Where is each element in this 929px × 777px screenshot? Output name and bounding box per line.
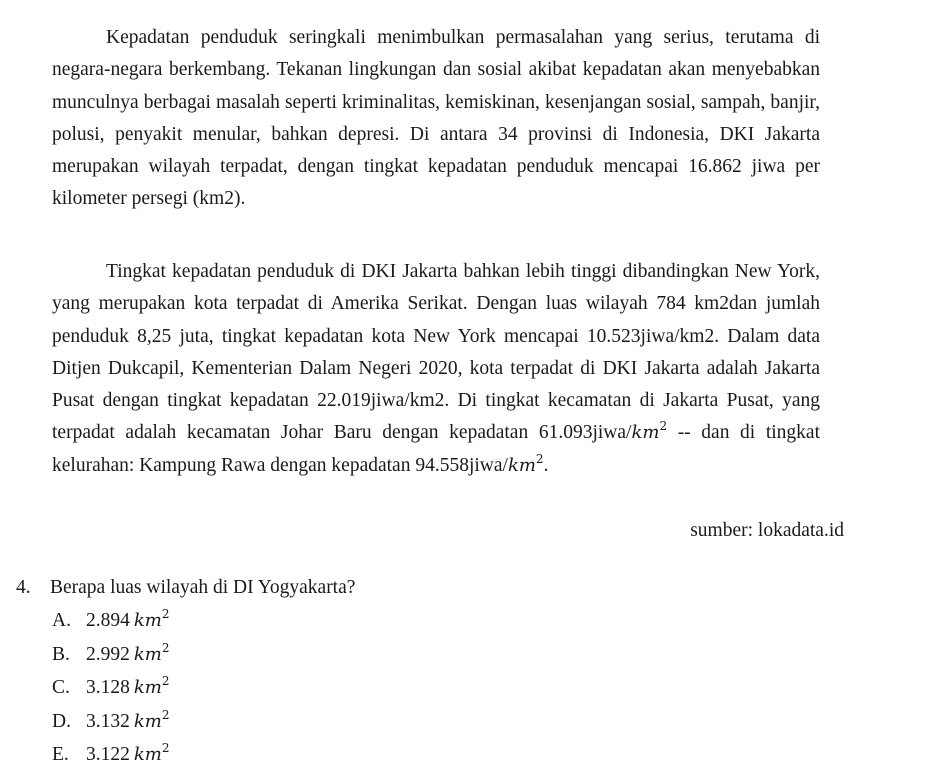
option-letter: E.	[52, 744, 69, 766]
option-value: 3.132	[86, 710, 130, 732]
option-value: 2.894	[86, 610, 130, 631]
unit-km2: $km^2$	[133, 640, 170, 665]
unit-km2: $km^2$	[133, 707, 170, 732]
option-value: 3.128	[86, 677, 130, 699]
option-d[interactable]	[52, 705, 170, 739]
paragraph-2-end: .	[543, 454, 549, 476]
option-letter: B.	[52, 643, 70, 665]
option-b[interactable]	[52, 638, 170, 672]
option-e[interactable]	[52, 738, 170, 772]
unit-km2-inline-2: $km^2$	[507, 451, 544, 476]
passage-paragraph-1: Kepadatan penduduk seringkali menimbulkan permasalahan yang serius, terutama di negara-negara berkembang. Tekanan lingkungan dan sosial akibat kepadatan akan menyebabkan munculnya berbagai masalah seperti kriminalitas, kemiskinan, kesenjangan sosial, sampah, banjir, polusi, penyakit menular, bahkan depresi. Di antara 34 provinsi di Indonesia, DKI Jakarta merupakan wilayah terpadat, dengan tingkat kepadatan penduduk mencapai 16.862 jiwa per kilometer persegi (km2).	[52, 27, 820, 210]
unit-km2: $km^2$	[133, 741, 170, 766]
paragraph-2-text-part-1: Tingkat kepadatan penduduk di DKI Jakarta bahkan lebih tinggi dibandingkan New York, yang merupakan kota terpadat di Amerika Serikat. Dengan luas wilayah 784 km2dan jumlah penduduk 8,25 juta, tingkat kepadatan kota New York mencapai 10.523jiwa/km2. Dalam data Ditjen Dukcapil, Kementerian Dalam Negeri 2020, kota terpadat di DKI Jakarta adalah Jakarta Pusat dengan tingkat kepadatan 22.019jiwa/km2. Di tingkat kecamatan di Jakarta Pusat, yang terpadat adalah kecamatan Johar Baru dengan kepadatan 61.093jiwa/	[52, 261, 820, 444]
option-c[interactable]	[52, 671, 170, 705]
source-citation: sumber: lokadata.id	[690, 520, 844, 541]
option-letter: D.	[52, 710, 71, 732]
unit-km2: $km^2$	[133, 607, 170, 631]
passage-paragraph-2	[52, 256, 820, 482]
option-a[interactable]	[52, 604, 170, 638]
paragraph-2-text-part-2: -- dan di tingkat kelurahan: Kampung Rawa dengan kepadatan 94.558jiwa/	[52, 422, 821, 476]
option-letter: A.	[52, 610, 71, 631]
option-value: 3.122	[86, 744, 130, 766]
answer-options	[52, 604, 170, 772]
unit-km2-inline-1: $km^2$	[631, 419, 668, 444]
option-value: 2.992	[86, 643, 130, 665]
option-letter: C.	[52, 677, 70, 699]
question-number: 4.	[16, 577, 31, 598]
question-4	[16, 572, 355, 604]
question-text: Berapa luas wilayah di DI Yogyakarta?	[50, 577, 356, 598]
unit-km2: $km^2$	[133, 674, 170, 699]
